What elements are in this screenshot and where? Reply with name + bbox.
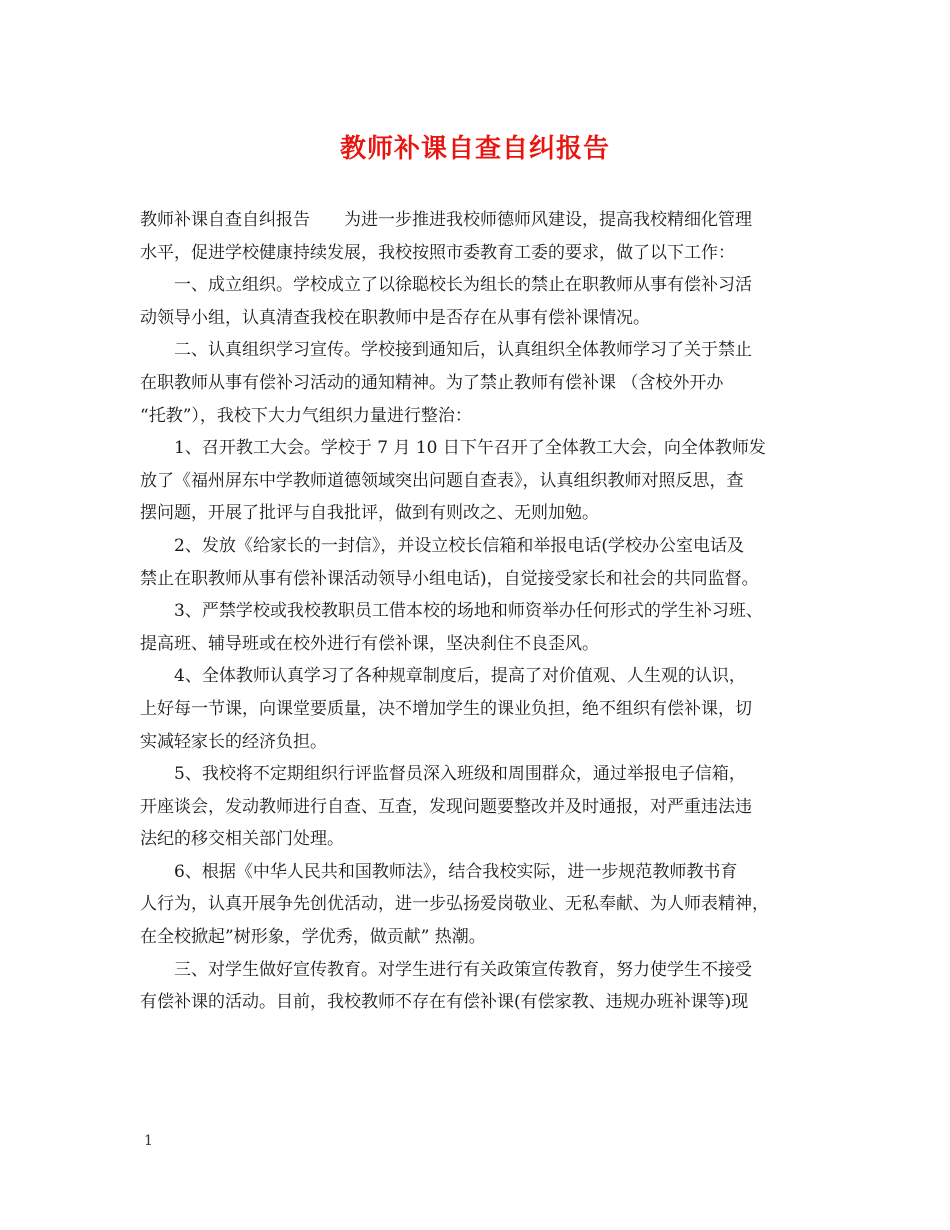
body-line: 三、对学生做好宣传教育。对学生进行有关政策宣传教育，努力使学生不接受 bbox=[174, 959, 752, 980]
body-line: 教师补课自查自纠报告 为进一步推进我校师德师风建设，提高我校精细化管理 bbox=[140, 210, 752, 230]
body-line: 水平，促进学校健康持续发展，我校按照市委教育工委的要求，做了以下工作： bbox=[140, 242, 735, 263]
body-line: 上好每一节课，向课堂要质量，决不增加学生的课业负担，绝不组织有偿补课，切 bbox=[140, 698, 752, 719]
body-line: 1、召开教工大会。学校于 7 月 10 日下午召开了全体教工大会，向全体教师发 bbox=[174, 438, 766, 459]
body-line: 在全校掀起”树形象，学优秀，做贡献” 热潮。 bbox=[140, 927, 486, 948]
body-line: 实减轻家长的经济负担。 bbox=[140, 731, 327, 752]
body-line: 放了《福州屏东中学教师道德领域突出问题自查表》，认真组织教师对照反思，查 bbox=[140, 470, 744, 491]
body-line: 法纪的移交相关部门处理。 bbox=[140, 829, 344, 850]
body-line: 一、成立组织。学校成立了以徐聪校长为组长的禁止在职教师从事有偿补习活 bbox=[174, 275, 752, 296]
body-line: 在职教师从事有偿补习活动的通知精神。为了禁止教师有偿补课 （含校外开办 bbox=[140, 372, 724, 393]
body-line: 4、全体教师认真学习了各种规章制度后，提高了对价值观、人生观的认识， bbox=[174, 666, 746, 687]
document-title: 教师补课自查自纠报告 bbox=[339, 134, 610, 164]
body-line: 提高班、辅导班或在校外进行有偿补课，坚决刹住不良歪风。 bbox=[140, 633, 599, 654]
body-line: “托教”），我校下大力气组织力量进行整治： bbox=[140, 405, 472, 426]
body-line: 动领导小组，认真清查我校在职教师中是否存在从事有偿补课情况。 bbox=[140, 307, 650, 328]
body-line: 摆问题，开展了批评与自我批评，做到有则改之、无则加勉。 bbox=[140, 503, 599, 524]
body-line: 有偿补课的活动。目前，我校教师不存在有偿补课(有偿家教、违规办班补课等)现 bbox=[140, 992, 749, 1013]
body-line: 5、我校将不定期组织行评监督员深入班级和周围群众，通过举报电子信箱， bbox=[174, 764, 746, 785]
body-line: 6、根据《中华人民共和国教师法》，结合我校实际，进一步规范教师教书育 bbox=[174, 861, 738, 882]
document-body bbox=[140, 204, 812, 1019]
body-line: 2、发放《给家长的一封信》，并设立校长信箱和举报电话(学校办公室电话及 bbox=[174, 535, 744, 556]
page-number: 1 bbox=[144, 1133, 153, 1149]
body-line: 禁止在职教师从事有偿补课活动领导小组电话)，自觉接受家长和社会的共同监督。 bbox=[140, 568, 759, 589]
body-line: 3、严禁学校或我校教职员工借本校的场地和师资举办任何形式的学生补习班、 bbox=[174, 601, 763, 622]
body-line: 二、认真组织学习宣传。学校接到通知后，认真组织全体教师学习了关于禁止 bbox=[174, 340, 752, 361]
body-line: 开座谈会，发动教师进行自查、互查，发现问题要整改并及时通报，对严重违法违 bbox=[140, 796, 752, 817]
body-line: 人行为，认真开展争先创优活动，进一步弘扬爱岗敬业、无私奉献、为人师表精神， bbox=[140, 894, 769, 915]
